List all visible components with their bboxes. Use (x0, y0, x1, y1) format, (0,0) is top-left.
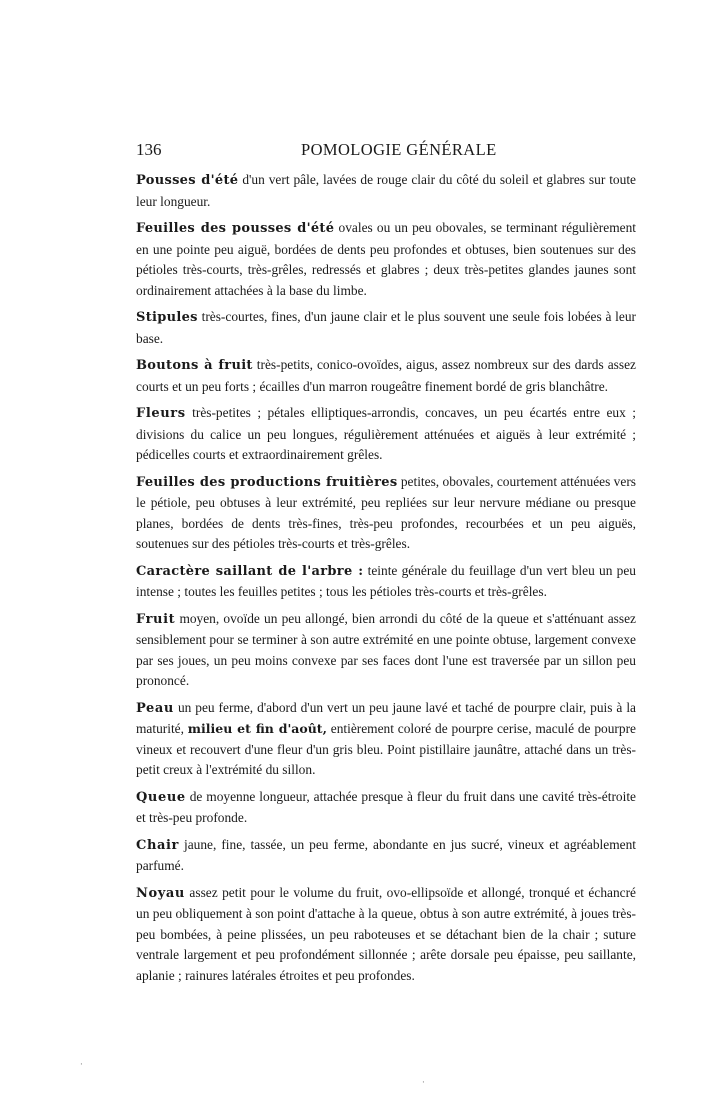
entry-text: entièrement coloré de pourpre cerise, maculé de pourpre vineux et recouvert d'une fleur d'un gris bleu. Point pistillaire jaunâtre, attaché dans un très-petit creux à l'extrémité du sillon. (136, 721, 636, 777)
entry-text: de moyenne longueur, attachée presque à fleur du fruit dans une cavité très-étroite et très-peu profonde. (136, 788, 636, 825)
entry-feuilles-productions (136, 472, 636, 555)
entry-text: très-petites ; pétales elliptiques-arrondis, concaves, un peu écartés entre eux ; divisions du calice un peu longues, régulièrement atténuées et aiguës à leur extrémité ; pédicelles courts et extraordinairement grêles. (136, 405, 636, 462)
entry-boutons (136, 355, 636, 397)
entry-text: un peu ferme, d'abord d'un vert un peu jaune lavé et taché de pourpre clair, puis à la maturité, (136, 699, 636, 736)
entry-term: Fleurs (136, 406, 186, 421)
entry-term: Queue (136, 789, 186, 805)
running-title: POMOLOGIE GÉNÉRALE (301, 140, 497, 159)
entry-term: Stipules (136, 310, 198, 325)
entry-term: Chair (136, 837, 180, 853)
entry-text: moyen, ovoïde un peu allongé, bien arrondi du côté de la queue et s'atténuant assez sensiblement pour se terminer à son autre extrémité en une pointe obtuse, largement convexe par ses joues, un peu moins convexe par ses faces dont l'une est traversée par un sillon peu prononcé. (136, 610, 636, 688)
entry-term: Pousses d'été (136, 173, 239, 188)
entry-ripening-period: milieu et fin d'août, (187, 721, 327, 736)
entry-term: Noyau (136, 885, 185, 901)
entry-text: teinte générale du feuillage d'un vert bleu un peu intense ; toutes les feuilles petites ; tous les pétioles très-courts et très-grêles. (136, 562, 636, 599)
scan-speck: · (422, 1078, 425, 1088)
entry-term: Fruit (136, 611, 176, 627)
page-header (136, 140, 636, 170)
page-number: 136 (136, 140, 162, 159)
entry-term: Boutons à fruit (136, 358, 253, 373)
entry-caractere (136, 561, 636, 603)
entry-term: Peau (136, 700, 174, 716)
entry-text: très-courtes, fines, d'un jaune clair et le plus souvent une seule fois lobées à leur base. (136, 309, 637, 346)
entry-queue (136, 787, 636, 829)
entry-fleurs (136, 403, 636, 466)
entry-term: Feuilles des productions fruitières (136, 474, 398, 490)
page (136, 140, 636, 992)
entry-stipules (136, 307, 636, 349)
entry-peau (136, 698, 636, 781)
entry-text: jaune, fine, tassée, un peu ferme, abondante en jus sucré, vineux et agréablement parfumé. (136, 836, 636, 873)
entry-feuilles-pousses (136, 218, 636, 301)
scan-speck: · (80, 1060, 83, 1070)
entry-fruit (136, 609, 636, 692)
entry-text: petites, obovales, courtement atténuées vers le pétiole, peu obtuses à leur extrémité, peu repliées sur leur nervure médiane ou presque planes, bordées de dents très-fines, très-peu profondes, recourbées et un peu aiguës, soutenues sur des pétioles très-courts et très-grêles. (136, 473, 636, 551)
entry-term: Feuilles des pousses d'été (136, 221, 335, 236)
entry-chair (136, 835, 636, 877)
entry-pousses (136, 170, 636, 212)
entry-text: très-petits, conico-ovoïdes, aigus, assez nombreux sur des dards assez courts et un peu forts ; écailles d'un marron rougeâtre finement bordé de gris blanchâtre. (136, 357, 636, 394)
entry-term: Caractère saillant de l'arbre : (136, 563, 364, 579)
entry-text: assez petit pour le volume du fruit, ovo-ellipsoïde et allongé, tronqué et échancré un peu obliquement à son point d'attache à la queue, obtus à son autre extrémité, à joues très-peu bombées, à peine plissées, un peu raboteuses et se détachant bien de la chair ; suture ventrale largement et peu profondément sillonnée ; arête dorsale peu épaisse, peu saillante, aplanie ; rainures latérales étroites et peu profondes. (136, 884, 636, 983)
entry-noyau (136, 883, 636, 987)
entry-text: d'un vert pâle, lavées de rouge clair du côté du soleil et glabres sur toute leur longueur. (136, 172, 636, 209)
entry-text: ovales ou un peu obovales, se terminant régulièrement en une pointe peu aiguë, bordées de dents peu profondes et obtuses, bien soutenues sur des pétioles très-courts, très-grêles, redressés et glabres ; deux très-petites glandes jaunes sont ordinairement attachées à la base du limbe. (136, 220, 636, 298)
